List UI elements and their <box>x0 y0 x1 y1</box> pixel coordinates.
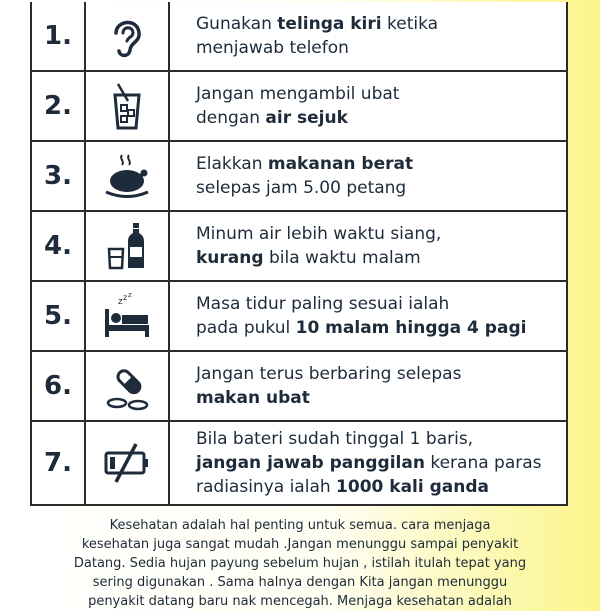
tip-number: 3. <box>32 142 86 210</box>
tip-segment: Masa tidur paling sesuai ialah <box>196 294 450 314</box>
tip-line <box>196 475 566 499</box>
tip-text <box>170 352 566 420</box>
tip-number: 2. <box>32 72 86 140</box>
tip-emphasis: 1000 kali ganda <box>336 477 490 497</box>
tip-number: 1. <box>32 2 86 70</box>
ear-icon <box>86 2 170 70</box>
tip-row <box>32 142 566 212</box>
tip-segment: pada pukul <box>196 318 296 338</box>
tip-line <box>196 82 566 106</box>
tip-line <box>196 222 566 246</box>
tip-line <box>196 316 566 340</box>
tip-row <box>32 212 566 282</box>
tips-table <box>30 2 568 506</box>
tip-number: 5. <box>32 282 86 350</box>
tip-segment: Jangan terus berbaring selepas <box>196 364 462 384</box>
pills-icon <box>86 352 170 420</box>
tip-row <box>32 422 566 506</box>
tip-emphasis: makanan berat <box>267 154 414 174</box>
tip-segment: Minum air lebih waktu siang, <box>196 224 442 244</box>
tip-line <box>196 106 566 130</box>
tip-segment: ketika <box>381 14 439 34</box>
tip-emphasis: air sejuk <box>265 108 348 128</box>
roast-chicken-icon <box>86 142 170 210</box>
svg-text:z: z <box>128 291 132 299</box>
tip-text <box>170 72 566 140</box>
tip-segment: radiasinya ialah <box>196 477 337 497</box>
tip-text <box>170 212 566 280</box>
tip-segment: Jangan mengambil ubat <box>196 84 400 104</box>
tip-emphasis: 10 malam hingga 4 pagi <box>295 318 527 338</box>
tip-line <box>196 362 566 386</box>
tip-segment: Bila bateri sudah tinggal 1 baris, <box>196 429 474 449</box>
tip-line <box>196 152 566 176</box>
tip-row <box>32 282 566 352</box>
tip-number: 7. <box>32 422 86 504</box>
iced-drink-icon <box>86 72 170 140</box>
tip-text <box>170 142 566 210</box>
low-battery-icon <box>86 422 170 504</box>
tip-segment: Gunakan <box>196 14 278 34</box>
tip-segment: bila waktu malam <box>263 248 421 268</box>
tip-number: 6. <box>32 352 86 420</box>
tip-text <box>170 422 566 504</box>
svg-text:z: z <box>123 293 128 302</box>
footer-paragraph <box>30 516 570 611</box>
tip-row <box>32 2 566 72</box>
tip-segment: dengan <box>196 108 266 128</box>
footer-line: sering digunakan . Sama halnya dengan Kita jangan menunggu <box>92 575 508 590</box>
tip-line <box>196 386 566 410</box>
tip-line <box>196 246 566 270</box>
tip-segment: menjawab telefon <box>196 38 349 58</box>
tip-row <box>32 352 566 422</box>
footer-line: kesehatan juga sangat mudah .Jangan menunggu sampai penyakit <box>81 537 519 552</box>
tip-line <box>196 451 566 475</box>
sleeping-bed-icon <box>86 282 170 350</box>
water-bottle-icon <box>86 212 170 280</box>
tip-segment: Elakkan <box>196 154 268 174</box>
footer-line: penyakit datang baru nak mencegah. Menjaga kesehatan adalah <box>88 594 512 609</box>
svg-text:z: z <box>118 297 123 307</box>
tip-emphasis: telinga kiri <box>277 14 382 34</box>
tip-line <box>196 12 566 36</box>
tip-emphasis: jangan jawab panggilan <box>196 453 425 473</box>
tip-emphasis: kurang <box>196 248 264 268</box>
tip-text <box>170 282 566 350</box>
tip-line <box>196 292 566 316</box>
tip-segment: kerana paras <box>424 453 542 473</box>
tip-row <box>32 72 566 142</box>
footer-line: Datang. Sedia hujan payung sebelum hujan , istilah itulah tepat yang <box>73 556 527 571</box>
tip-number: 4. <box>32 212 86 280</box>
footer-line: Kesehatan adalah hal penting untuk semua. cara menjaga <box>109 518 491 533</box>
tip-segment: selepas jam 5.00 petang <box>196 178 407 198</box>
tip-line <box>196 36 566 60</box>
tip-line <box>196 427 566 451</box>
tip-text <box>170 2 566 70</box>
tip-line <box>196 176 566 200</box>
tip-emphasis: makan ubat <box>196 388 310 408</box>
